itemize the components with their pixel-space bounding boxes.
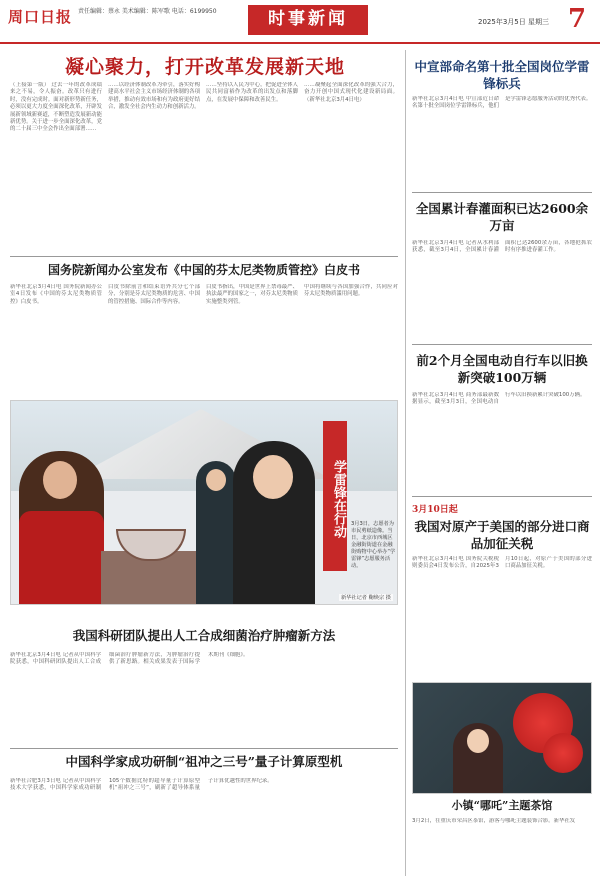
- news-photo: [10, 400, 398, 605]
- photo-credit: 新华社记者 鞠焕宗 摄: [341, 595, 391, 601]
- tariff-headline: 我国对原产于美国的部分进口商品加征关税: [414, 519, 590, 551]
- bacteria-headline: 我国科研团队提出人工合成细菌治疗肿瘤新方法: [72, 628, 336, 643]
- citizen-figure: [233, 441, 315, 605]
- column-divider: [405, 50, 406, 876]
- visitor-figure: [453, 723, 503, 794]
- lead-text-1: 过去一年的改革成绩来之不易，令人振奋。改革只有进行时，没有完成时。面对新形势新任务，必须以更大力度全面深化改革，开辟发展新领域新赛道，不断塑造发展新动能新优势。关于进一步全面深化改革，党的二十届三中全会作出全面部署……: [10, 82, 102, 133]
- tariff-body: 新华社北京3月4日电 国务院关税税则委员会4日发布公告，自2025年3月10日起，对原产于美国的部分进口商品加征关税。: [412, 556, 592, 570]
- divider: [412, 192, 592, 193]
- irrigation-headline: 全国累计春灌面积已达2600余万亩: [415, 201, 589, 233]
- wp-col-3: 白皮书指出，中国是世界上禁毒最严、执法最严的国家之一，对芬太尼类物质实施整类列管。: [206, 284, 298, 305]
- quantum-body: 新华社合肥3月3日电 记者从中国科学技术大学获悉，中国科学家成功研制105个数据比特的超导量子计算原型机“祖冲之三号”，刷新了超导体系量子计算优越性的世界纪录。: [10, 778, 273, 792]
- honors-body: 新华社北京3月4日电 中宣部近日命名第十批全国岗位学雷锋标兵，他们是学雷锋志愿服务活动的优秀代表。: [412, 96, 592, 110]
- ebike-body: 新华社北京3月4日电 商务部最新数据显示，截至3月3日，全国电动自行车以旧换新累计突破100万辆。: [412, 392, 586, 406]
- quantum-headline: 中国科学家成功研制“祖冲之三号”量子计算原型机: [65, 754, 343, 769]
- lead-col-4: ……凝聚起全面深化改革的强大合力，奋力开创中国式现代化建设新局面。（新华社北京3月4日电）: [304, 82, 398, 103]
- wp-col-2: 白皮书除前言和结束语外共分七个部分，分别是芬太尼类物质的危害、中国的管控措施、国际合作等内容。: [108, 284, 200, 305]
- masthead: 周口日报: [8, 8, 73, 26]
- lead-col-3: ……坚持以人民为中心，把促进全体人民共同富裕作为改革的出发点和落脚点，在发展中保障和改善民生。: [206, 82, 298, 103]
- lead-headline: 凝心聚力，打开改革发展新天地: [64, 56, 345, 78]
- white-paper-headline: 国务院新闻办公室发布《中国的芬太尼类物质管控》白皮书: [47, 263, 360, 277]
- photo-caption: 3月3日，志愿者为市民剪纸造像。当日，北京市西城区金融街街道在金融街购物中心举办“学雷锋”志愿服务活动。: [351, 521, 396, 569]
- volunteer-figure: [19, 451, 104, 605]
- irrigation-body: 新华社北京3月4日电 记者从水利部获悉，截至3月4日，全国累计春灌面积已达2600余万亩，各地抢抓农时有序推进春灌工作。: [412, 240, 592, 254]
- issue-date: 2025年3月5日 星期三: [478, 18, 549, 26]
- wp-col-4: 中国将继续与各国加强合作，共同应对芬太尼类物质滥用问题。: [304, 284, 398, 298]
- photo-banner: 学雷锋在行动: [323, 421, 347, 571]
- teahouse-headline: 小镇“哪吒”主题茶馆: [451, 799, 553, 812]
- teahouse-photo: [412, 682, 592, 794]
- editor-credits: 责任编辑：蔡永 美术编辑：陈军歌 电话：6199950: [78, 8, 217, 15]
- divider: [10, 748, 398, 749]
- section-title: 时事新闻: [248, 5, 368, 35]
- tariff-date: 3月10日起: [412, 505, 458, 515]
- wp-col-1: 新华社北京3月4日电 国务院新闻办公室4日发布《中国的芬太尼类物质管控》白皮书。: [10, 284, 102, 305]
- divider: [10, 256, 398, 257]
- divider: [412, 344, 592, 345]
- page-header: [0, 0, 600, 44]
- bystander-figure: [196, 461, 236, 605]
- lead-col-2: ……以经济体制改革为牵引，落实好构建高水平社会主义市场经济体制的各项举措，推动有效市场和有为政府更好结合，激发全社会内生动力和创新活力。: [108, 82, 200, 111]
- divider: [412, 496, 592, 497]
- ebike-headline: 前2个月全国电动自行车以旧换新突破100万辆: [416, 353, 588, 385]
- honors-headline: 中宣部命名第十批全国岗位学雷锋标兵: [414, 59, 590, 91]
- decor-shape: [543, 733, 583, 773]
- teahouse-caption: 3月2日，在重庆市荣昌区茶馆，游客与哪吒主题装饰合影。新华社发: [412, 818, 576, 824]
- page-number: 7: [568, 4, 587, 34]
- bacteria-body: 新华社北京3月4日电 记者从中国科学院获悉，中国科研团队提出人工合成细菌治疗肿瘤新方法，为肿瘤治疗提供了新思路。相关成果发表于国际学术期刊《细胞》。: [10, 652, 249, 666]
- lead-dateline: （上接第一版）: [10, 82, 50, 88]
